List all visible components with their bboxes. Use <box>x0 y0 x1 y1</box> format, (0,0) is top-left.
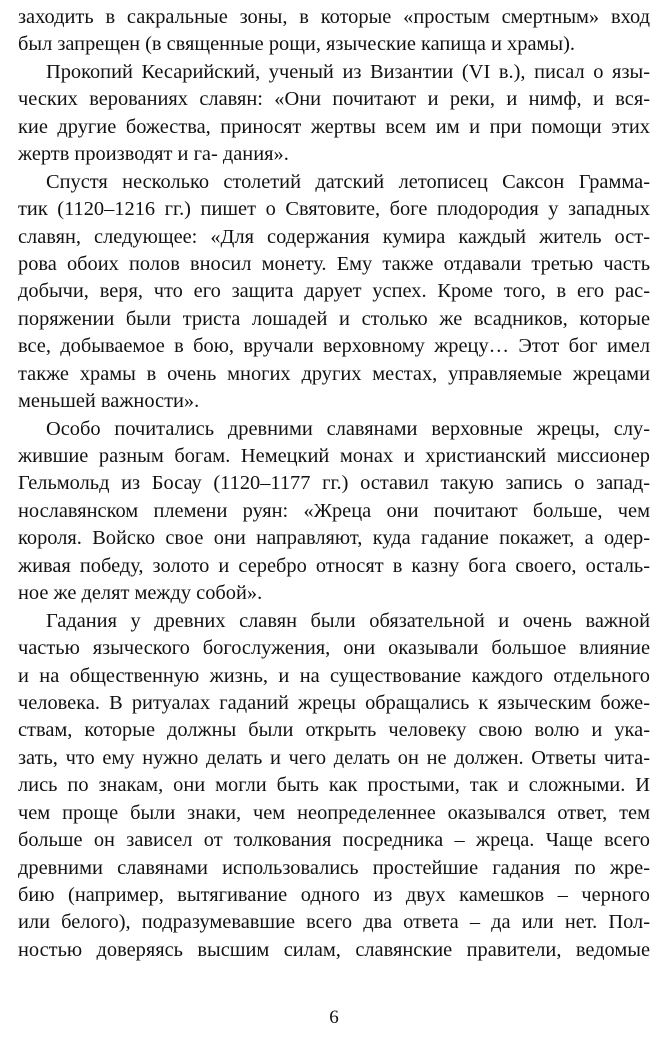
text-line: ное же делят между собой». <box>18 582 263 605</box>
text-line: заходить в сакральные зоны, в которые «простым смертным» вход <box>18 6 650 28</box>
text-line: ствам, которые должны были открыть человеку свою волю и ука- <box>18 719 650 742</box>
text-line: все, добываемое в бою, вручали верховному жрецу… Этот бог имел <box>18 335 650 358</box>
text-line: славян, следующее: «Для содержания кумира каждый житель ост- <box>18 225 650 248</box>
paragraph <box>18 169 650 416</box>
text-line: нославянском племени руян: «Жреца они почитают больше, чем <box>18 499 650 522</box>
text-line: тик (1120–1216 гг.) пишет о Святовите, боге плодородия у западных <box>18 198 650 221</box>
text-line: ностью доверяясь высшим силам, славянские правители, ведомые <box>18 938 650 961</box>
text-line: был запрещен (в священные рощи, языческие капища и храмы). <box>18 33 575 56</box>
text-line: живая победу, золото и серебро относят в казну бога своего, осталь- <box>18 554 650 577</box>
text-line: также храмы в очень многих других местах, управляемые жрецами <box>18 362 650 385</box>
text-line: бию (например, вытягивание одного из двух камешков – черного <box>18 884 650 906</box>
text-line: Гельмольд из Босау (1120–1177 гг.) оставил такую запись о запад- <box>18 472 650 495</box>
text-line: кие другие божества, приносят жертвы всем им и при помощи этих <box>18 115 650 138</box>
text-line: ческих верованиях славян: «Они почитают и реки, и нимф, и вся- <box>18 88 650 111</box>
text-line: частью языческого богослужения, они оказывали большое влияние <box>18 637 650 660</box>
text-line: жившие разным богам. Немецкий монах и христианский миссионер <box>18 445 650 467</box>
text-line: добычи, веря, что его защита дарует успех. Кроме того, в его рас- <box>18 280 650 303</box>
paragraph <box>18 4 650 59</box>
page-number: 6 <box>329 1007 339 1028</box>
text-line: меньшей важности». <box>18 390 200 413</box>
page-body <box>18 4 650 964</box>
text-line: и на общественную жизнь, и на существование каждого отдельного <box>18 664 650 687</box>
paragraph <box>18 59 650 169</box>
text-line: Гадания у древних славян были обязательной и очень важной <box>46 609 650 632</box>
text-line: или белого), подразумевавшие всего два ответа – да или нет. Пол- <box>18 911 650 934</box>
text-line: рова обоих полов вносил монету. Ему также отдавали третью часть <box>18 252 650 275</box>
text-line: больше он зависел от толкования посредника – жреца. Чаще всего <box>18 829 650 852</box>
text-line: Особо почитались древними славянами верховные жрецы, слу- <box>46 417 650 440</box>
paragraph <box>18 416 650 608</box>
text-line: зать, что ему нужно делать и чего делать он не должен. Ответы чита- <box>18 746 650 769</box>
text-line: поряжении были триста лошадей и столько же всадников, которые <box>18 307 650 330</box>
text-line: человека. В ритуалах гаданий жрецы обращались к языческим боже- <box>18 691 650 714</box>
text-line: Спустя несколько столетий датский летописец Саксон Грамма- <box>46 170 650 193</box>
text-line: короля. Войско свое они направляют, куда гадание покажет, а одер- <box>18 527 650 550</box>
text-line: лись по знакам, они могли быть как простыми, так и сложными. И <box>18 774 650 797</box>
text-line: древними славянами использовались простейшие гадания по жре- <box>18 856 650 879</box>
text-line: Прокопий Кесарийский, ученый из Византии (VI в.), писал о язы- <box>46 60 650 83</box>
paragraph <box>18 608 650 965</box>
text-line: жертв производят и га- дания». <box>18 143 289 166</box>
text-line: чем проще были знаки, чем неопределеннее оказывался ответ, тем <box>18 801 650 824</box>
